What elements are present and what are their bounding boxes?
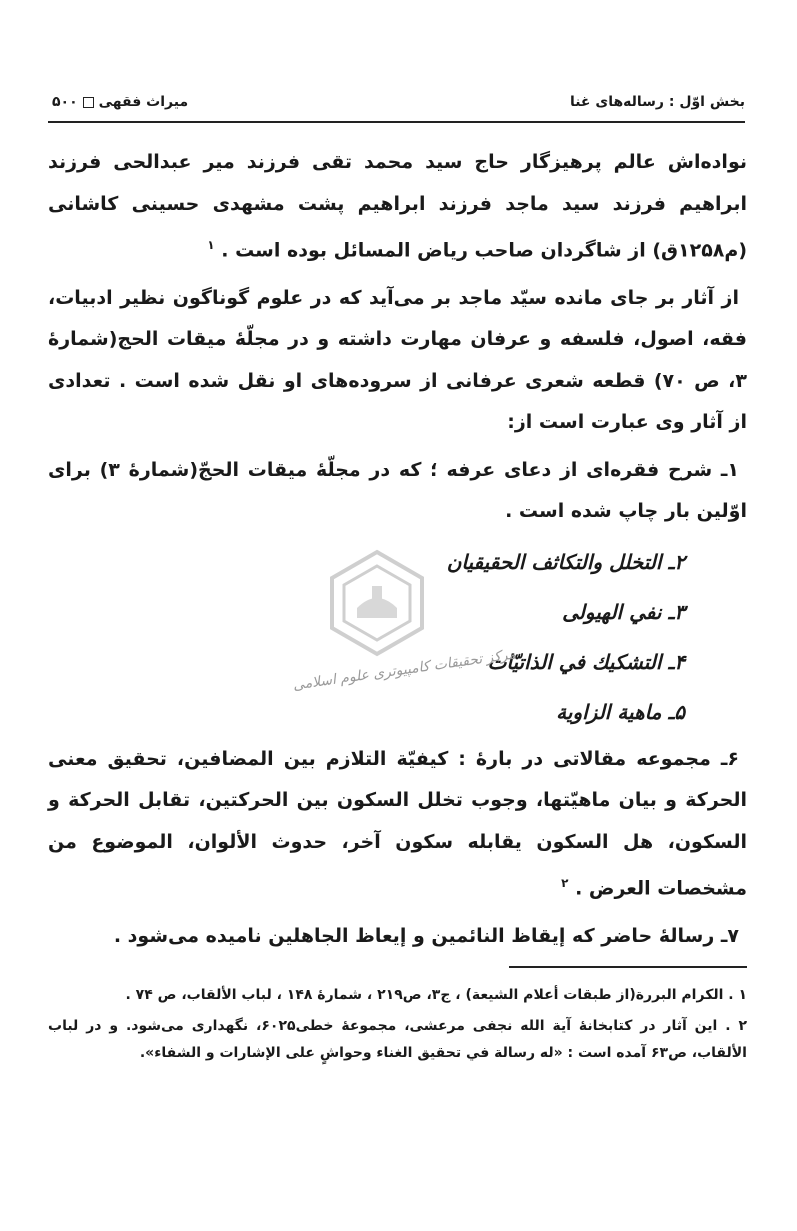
square-ornament-icon (83, 97, 94, 108)
list-item-6: ۶ـ مجموعه مقالاتی در بارهٔ : كيفيّة التلازم بين المضافين، تحقيق معنى الحركة و بيان ماهيّتها، وجوب تخلل السكون بين الحركتين، تقابل الحركة و السكون، هل السكون يقابله سكون آخر، حدوث الألوان، الموضوع من مشخصات العرض . $^۲$ (48, 747, 747, 900)
list-item-4: ۴ـ التشكيك في الذاتيّات (487, 649, 685, 674)
section-title: بخش اوّل : رساله‌های غنا (569, 94, 745, 110)
paragraph-2: از آثار بر جای مانده سیّد ماجد بر می‌آید که در علوم گوناگون نظیر ادبیات، فقه، اصول، فلسفه و عرفان مهارت داشته و در مجلّهٔ میقات الحج(شمارهٔ ۳، ص ۷۰) قطعه شعری عرفانی از سروده‌های او نقل شده است . تعدادی از آثار وی عبارت است از: (48, 286, 747, 434)
footnotes (48, 982, 747, 1071)
list-item-3: ۳ـ نفي الهيولى (562, 599, 685, 624)
book-title: میراث فقهی (98, 94, 189, 110)
page-info (52, 94, 188, 110)
list-item-5: ۵ـ ماهية الزاوية (556, 699, 685, 724)
page-number: ۵۰۰ (52, 94, 78, 110)
footnote-1: ۱ . الكرام البررة(از طبقات أعلام الشيعة) ، ج۳، ص۲۱۹ ، شمارهٔ ۱۴۸ ، لباب الألقاب، ص ۷۴ . (125, 987, 747, 1003)
list-item-1: ۱ـ شرح فقره‌ای از دعای عرفه ؛ که در مجلّهٔ میقات الحجّ(شمارهٔ ۳) برای اوّلین بار چاپ شده است . (48, 458, 747, 523)
paragraph-1: نواده‌اش عالم پرهیزگار حاج سید محمد تقی فرزند میر عبدالحی فرزند ابراهیم فرزند سید ماجد فرزند ابراهیم پشت مشهدی حسینی کاشانی (م۱۲۵۸ق) از شاگردان صاحب ریاض المسائل بوده است . $^۱$ (48, 151, 747, 262)
list-item-7: ۷ـ رسالهٔ حاضر که إيقاظ النائمين و إيعاظ الجاهلين نامیده می‌شود . (113, 925, 739, 948)
footnote-rule (509, 966, 747, 968)
footnote-ref-1[interactable]: ۱ (207, 238, 215, 252)
list-item-2: ۲ـ التخلل والتكاثف الحقيقيان (446, 549, 685, 574)
running-header (52, 88, 745, 116)
library-seal-icon (322, 548, 432, 658)
header-rule (48, 121, 745, 123)
footnote-2: ۲ . این آثار در کتابخانهٔ آیة الله نجفی مرعشی، مجموعهٔ خطی۶۰۲۵، نگهداری می‌شود. و در لباب الألقاب، ص۶۳ آمده است : «له رسالة في تحقيق الغناء وحواشٍ على الإشارات و الشفاء». (48, 1018, 747, 1061)
footnote-ref-2[interactable]: ۲ (561, 876, 569, 891)
watermark-text: مرکز تحقیقات کامپیوتری علوم اسلامی (291, 646, 517, 694)
